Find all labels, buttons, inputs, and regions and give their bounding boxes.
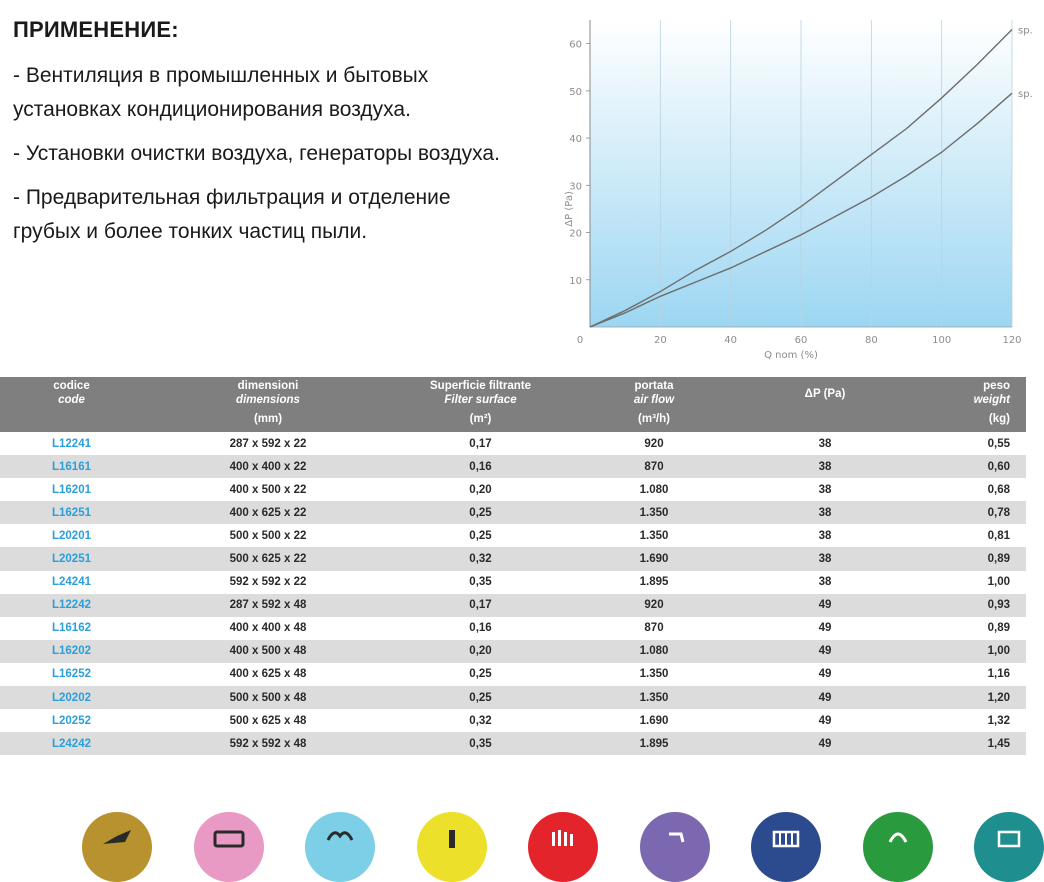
filter-surface-cell: 0,17 — [393, 594, 568, 617]
table-row — [0, 709, 1026, 732]
weight-cell: 0,78 — [910, 501, 1026, 524]
table-row — [0, 663, 1026, 686]
header-code-en: code — [58, 394, 85, 406]
air-flow-cell: 1.080 — [639, 483, 669, 496]
pressure-drop-cell: 38 — [818, 576, 832, 589]
weight-cell: 1,00 — [987, 576, 1010, 589]
header-filter-surface-en: Filter surface — [444, 394, 517, 406]
weight-cell: 1,16 — [987, 668, 1010, 681]
dimensions-cell: 400 x 500 x 48 — [143, 640, 393, 663]
code-cell: L24241 — [51, 576, 91, 589]
filter-surface-cell: 0,20 — [393, 640, 568, 663]
header-air-flow-it: portata — [634, 380, 674, 392]
x-tick-label: 0 — [576, 335, 584, 346]
header-weight-en: weight — [973, 394, 1010, 406]
header-air-flow-unit: (m³/h) — [638, 413, 670, 425]
dimensions-cell: 500 x 625 x 48 — [229, 714, 307, 727]
air-flow-cell: 1.080 — [568, 640, 740, 663]
weight-cell: 0,68 — [987, 483, 1010, 496]
dimensions-cell: 400 x 500 x 22 — [229, 483, 307, 496]
medical-icon — [640, 812, 710, 882]
header-dimensions-unit: (mm) — [253, 413, 283, 425]
code-cell: L16251 — [0, 501, 143, 524]
weight-cell: 0,89 — [910, 547, 1026, 570]
pressure-drop-cell: 38 — [818, 437, 832, 450]
y-tick-label: 10 — [569, 275, 582, 287]
air-flow-cell: 1.895 — [639, 576, 669, 589]
application-item: - Вентиляция в промышленных и бытовых установках кондиционирования воздуха. — [13, 64, 429, 121]
pressure-drop-cell: 49 — [818, 714, 832, 727]
weight-cell: 1,32 — [987, 714, 1010, 727]
y-tick-label: 30 — [569, 181, 582, 193]
header-weight-unit: (kg) — [988, 413, 1010, 425]
pressure-drop-cell: 49 — [740, 640, 910, 663]
dimensions-cell: 400 x 625 x 22 — [143, 501, 393, 524]
table-row — [0, 732, 1026, 755]
filter-surface-cell: 0,16 — [469, 622, 492, 635]
filter-surface-cell: 0,25 — [469, 668, 492, 681]
code-cell: L16252 — [51, 668, 91, 681]
industry-icon — [82, 812, 152, 882]
weight-cell: 1,00 — [910, 640, 1026, 663]
x-tick-label: 100 — [932, 335, 952, 346]
dimensions-cell: 592 x 592 x 48 — [143, 732, 393, 755]
weight-cell: 1,20 — [910, 686, 1026, 709]
code-cell: L16201 — [51, 483, 91, 496]
air-flow-cell: 1.350 — [639, 529, 669, 542]
dimensions-cell: 400 x 400 x 48 — [229, 622, 307, 635]
header-weight — [910, 377, 1026, 432]
application-section — [13, 14, 503, 259]
header-air-flow — [568, 377, 740, 432]
header-dimensions — [143, 377, 393, 432]
table-row — [0, 571, 1026, 594]
filter-surface-cell: 0,35 — [469, 576, 492, 589]
dimensions-cell: 500 x 500 x 48 — [143, 686, 393, 709]
filter-surface-cell: 0,32 — [469, 714, 492, 727]
header-air-flow-en: air flow — [633, 394, 675, 406]
weight-cell: 0,55 — [987, 437, 1010, 450]
air-flow-cell: 1.895 — [568, 732, 740, 755]
table-header-row — [0, 377, 1026, 432]
series-label: sp. — [1018, 89, 1033, 101]
table-row — [0, 547, 1026, 570]
filter-surface-cell: 0,25 — [393, 501, 568, 524]
table-body — [0, 432, 1026, 755]
header-dimensions-it: dimensioni — [237, 380, 299, 392]
filter-surface-cell: 0,25 — [469, 529, 492, 542]
weight-cell: 0,81 — [987, 529, 1010, 542]
application-title: ПРИМЕНЕНИЕ: — [13, 17, 179, 42]
x-axis-label: Q nom (%) — [764, 350, 818, 361]
table-row — [0, 617, 1026, 640]
pressure-drop-cell: 38 — [740, 501, 910, 524]
dimensions-cell: 400 x 625 x 48 — [229, 668, 307, 681]
series-label: sp. — [1018, 25, 1033, 37]
application-icons-row — [0, 812, 1026, 835]
header-filter-surface-unit: (m²) — [469, 413, 492, 425]
code-cell: L24242 — [0, 732, 143, 755]
pressure-drop-cell: 38 — [740, 547, 910, 570]
dimensions-cell: 500 x 500 x 22 — [229, 529, 307, 542]
pressure-drop-cell: 49 — [740, 594, 910, 617]
air-flow-cell: 1.350 — [568, 501, 740, 524]
header-code-it: codice — [53, 380, 90, 392]
y-tick-label: 20 — [569, 228, 582, 240]
y-tick-label: 60 — [569, 39, 582, 51]
pressure-drop-cell: 49 — [740, 732, 910, 755]
filter-surface-cell: 0,32 — [393, 547, 568, 570]
animal-icon — [305, 812, 375, 882]
code-cell: L16162 — [51, 622, 91, 635]
table-row — [0, 455, 1026, 478]
x-tick-label: 40 — [724, 335, 738, 346]
application-list — [13, 59, 503, 249]
recycle-icon — [863, 812, 933, 882]
factory-icon — [528, 812, 598, 882]
table-row — [0, 686, 1026, 709]
pressure-drop-cell: 38 — [818, 483, 832, 496]
air-flow-cell: 870 — [568, 455, 740, 478]
header-filter-surface-it: Superficie filtrante — [430, 380, 531, 392]
code-cell: L20251 — [0, 547, 143, 570]
x-tick-label: 120 — [1002, 335, 1022, 346]
pressure-drop-cell: 49 — [740, 686, 910, 709]
weight-cell: 0,60 — [910, 455, 1026, 478]
header-pressure-drop — [740, 377, 910, 432]
code-cell: L20202 — [0, 686, 143, 709]
x-tick-label: 80 — [864, 335, 878, 346]
dimensions-cell: 287 x 592 x 48 — [143, 594, 393, 617]
air-flow-cell: 1.350 — [639, 668, 669, 681]
weight-cell: 1,45 — [910, 732, 1026, 755]
dimensions-cell: 592 x 592 x 22 — [229, 576, 307, 589]
table-row — [0, 640, 1026, 663]
spec-table — [0, 377, 1026, 755]
screen-icon — [974, 812, 1044, 882]
filter-surface-cell: 0,35 — [393, 732, 568, 755]
weight-cell: 0,89 — [987, 622, 1010, 635]
air-flow-cell: 1.690 — [639, 714, 669, 727]
application-item: - Установки очистки воздуха, генераторы воздуха. — [13, 142, 500, 165]
dimensions-cell: 500 x 625 x 22 — [143, 547, 393, 570]
lab-icon — [417, 812, 487, 882]
header-weight-it: peso — [983, 380, 1010, 392]
air-flow-cell: 1.350 — [568, 686, 740, 709]
dimensions-cell: 287 x 592 x 22 — [229, 437, 307, 450]
application-item: - Предварительная фильтрация и отделение грубых и более тонких частиц пыли. — [13, 186, 451, 243]
header-pressure-drop-label: ΔP (Pa) — [804, 388, 846, 400]
filter-surface-cell: 0,17 — [469, 437, 492, 450]
pressure-drop-cell: 49 — [818, 622, 832, 635]
monitor-icon — [194, 812, 264, 882]
header-code — [0, 377, 143, 432]
code-cell: L12242 — [0, 594, 143, 617]
code-cell: L12241 — [51, 437, 91, 450]
table-row — [0, 432, 1026, 455]
table-row — [0, 501, 1026, 524]
code-cell: L16202 — [0, 640, 143, 663]
table-row — [0, 594, 1026, 617]
code-cell: L20201 — [51, 529, 91, 542]
dimensions-cell: 400 x 400 x 22 — [143, 455, 393, 478]
y-tick-label: 40 — [569, 134, 582, 146]
pressure-drop-chart — [560, 20, 1033, 365]
air-flow-cell: 920 — [644, 437, 664, 450]
pressure-drop-cell: 38 — [740, 455, 910, 478]
chart-canvas — [560, 20, 1033, 365]
air-flow-cell: 920 — [568, 594, 740, 617]
code-cell: L16161 — [0, 455, 143, 478]
air-flow-cell: 870 — [644, 622, 664, 635]
y-tick-label: 50 — [569, 86, 582, 98]
filter-surface-cell: 0,25 — [393, 686, 568, 709]
pressure-drop-cell: 49 — [818, 668, 832, 681]
pressure-drop-cell: 38 — [818, 529, 832, 542]
filter-surface-cell: 0,20 — [469, 483, 492, 496]
table-row — [0, 478, 1026, 501]
code-cell: L20252 — [51, 714, 91, 727]
x-tick-label: 20 — [653, 335, 667, 346]
filter-surface-cell: 0,16 — [393, 455, 568, 478]
header-filter-surface — [393, 377, 568, 432]
radiator-icon — [751, 812, 821, 882]
x-tick-label: 60 — [794, 335, 808, 346]
table-row — [0, 524, 1026, 547]
header-dimensions-en: dimensions — [236, 394, 300, 406]
y-axis-label: ΔP (Pa) — [564, 191, 575, 227]
weight-cell: 0,93 — [910, 594, 1026, 617]
air-flow-cell: 1.690 — [568, 547, 740, 570]
